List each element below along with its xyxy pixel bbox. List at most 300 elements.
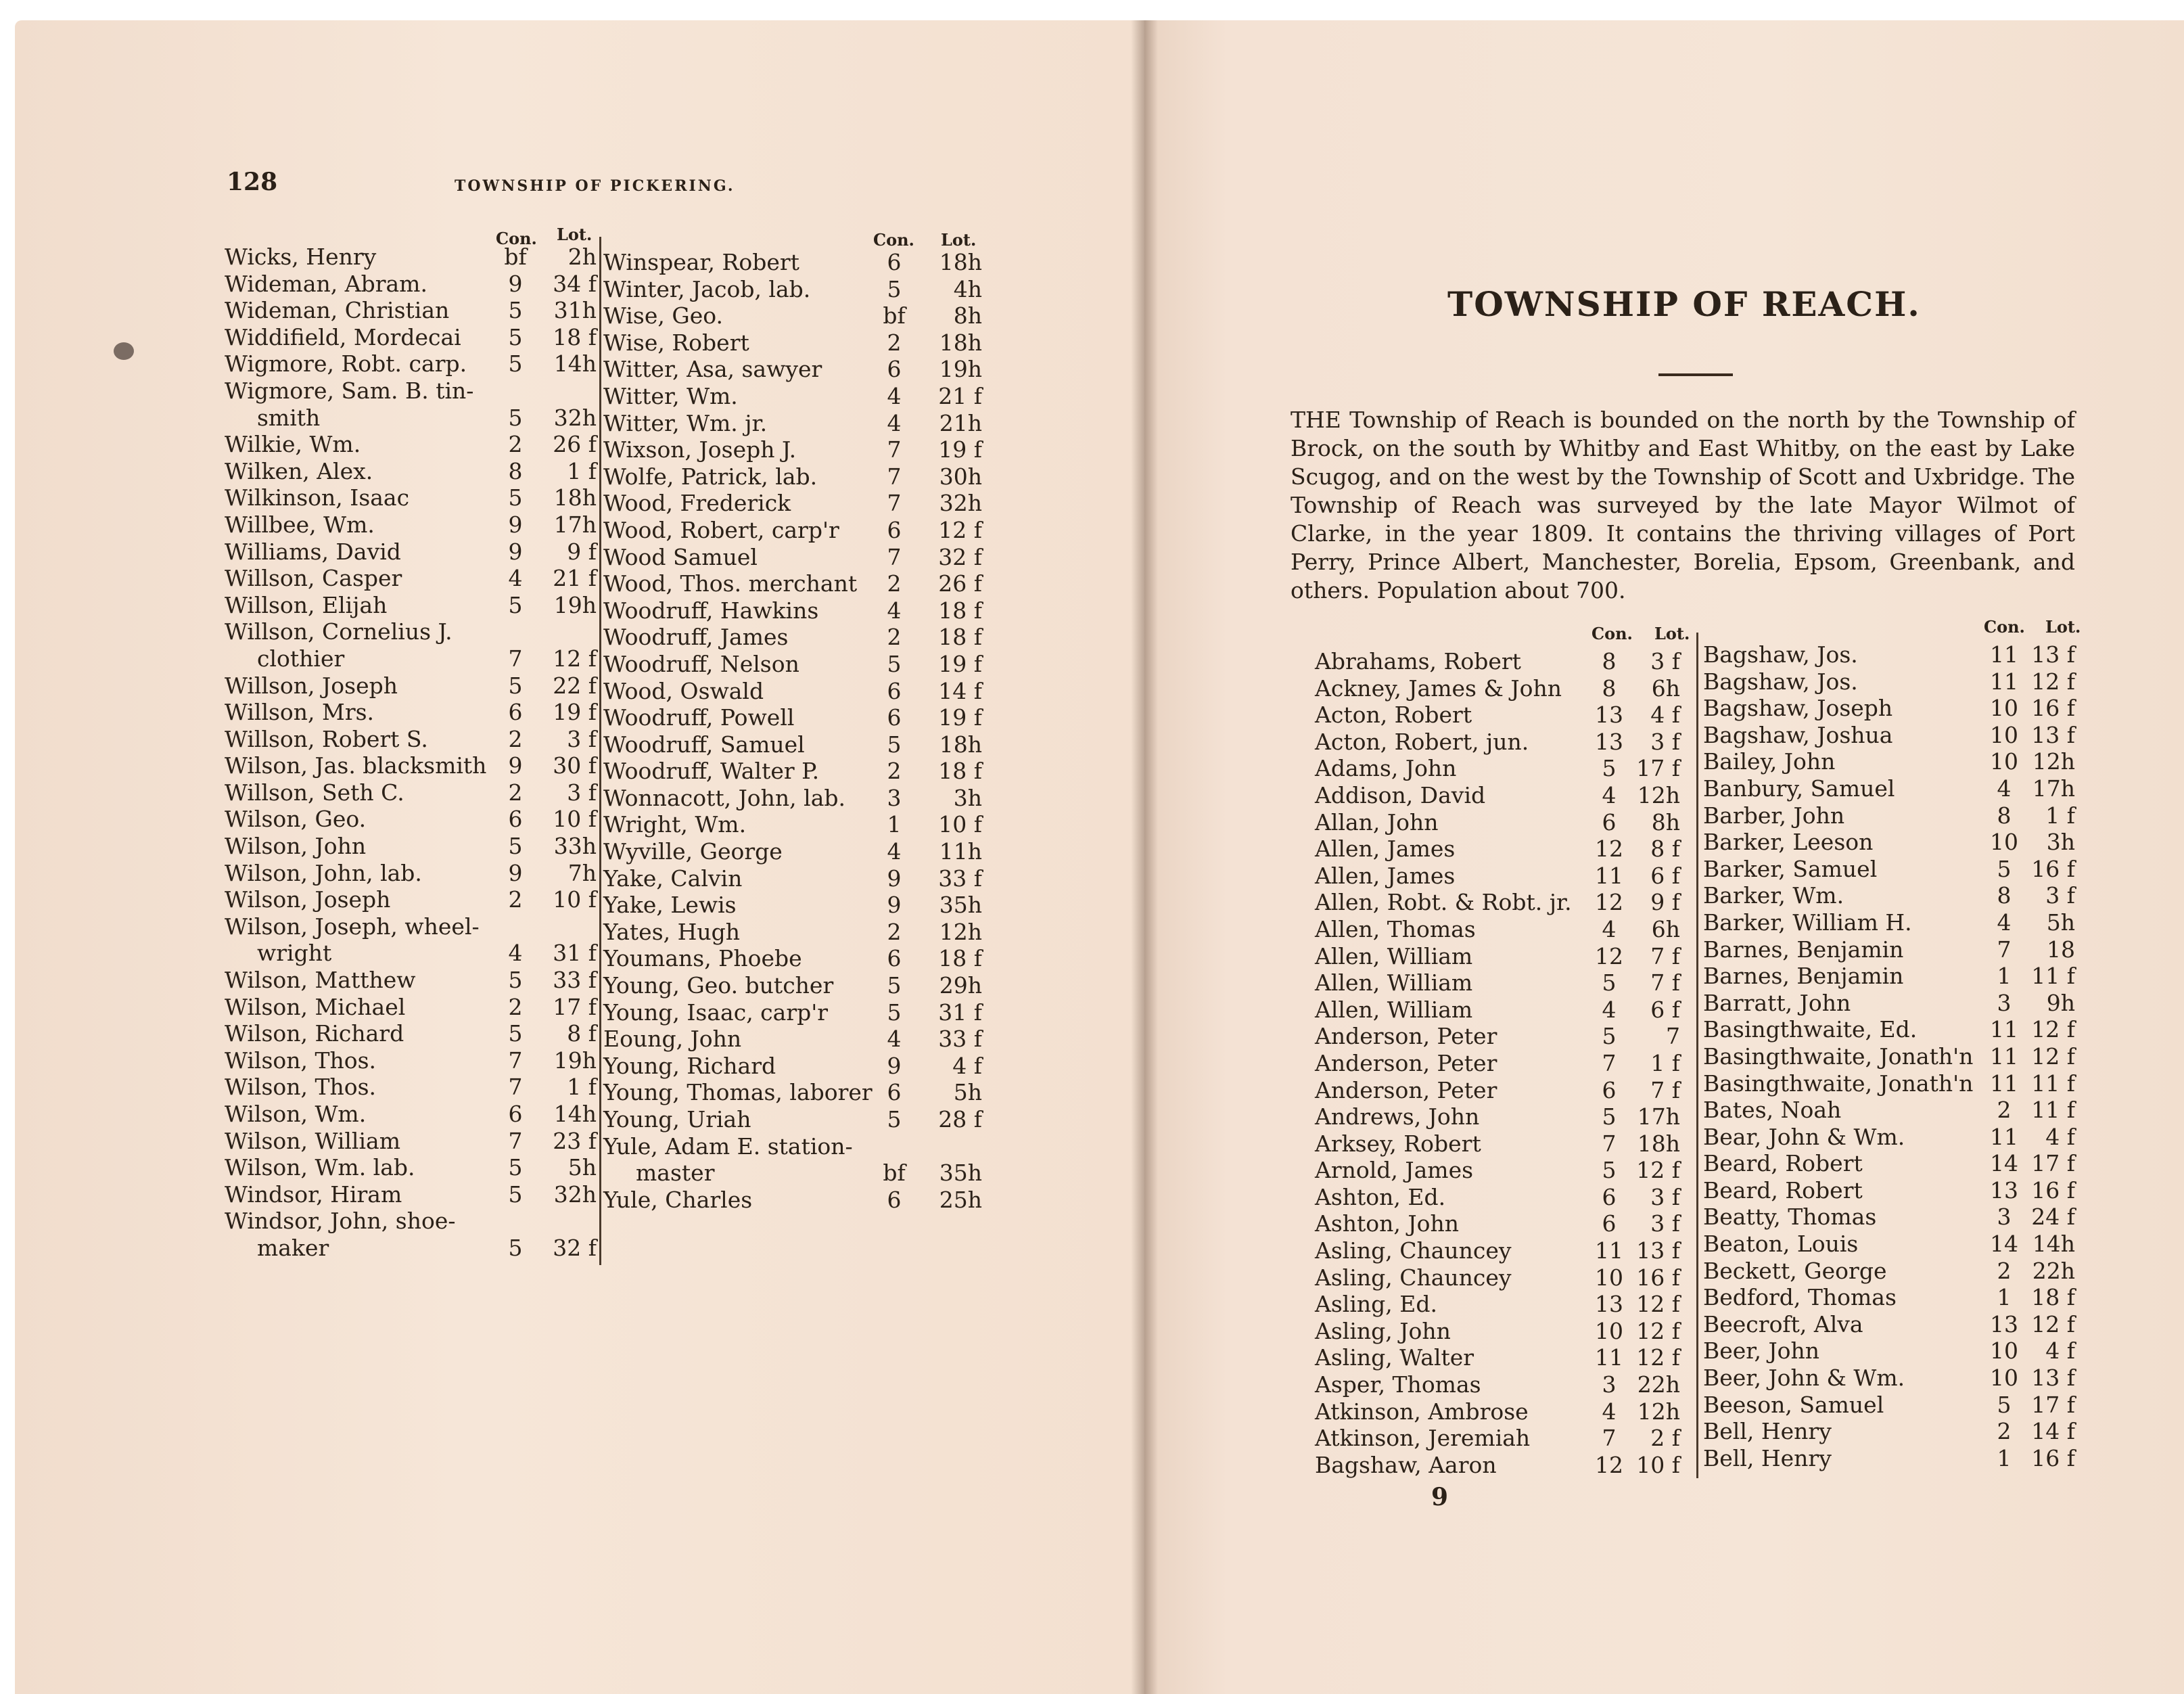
title-rule <box>1658 373 1733 376</box>
resident-name: Wilson, Michael <box>225 993 406 1020</box>
concession-number: 7 <box>508 645 523 672</box>
lot-number: 17h <box>2032 775 2075 802</box>
concession-number: 4 <box>887 382 902 409</box>
concession-number: 6 <box>887 249 902 275</box>
resident-name: Wilson, Geo. <box>225 806 367 833</box>
lot-number: 17h <box>1637 1103 1680 1130</box>
concession-number: 10 <box>1990 748 2018 775</box>
page-number: 128 <box>227 168 278 196</box>
concession-number: 13 <box>1595 728 1623 755</box>
concession-number: 5 <box>508 1020 523 1047</box>
lot-number: 19 f <box>938 436 982 463</box>
concession-number: 5 <box>887 972 902 999</box>
concession-number: 5 <box>508 833 523 860</box>
column-divider <box>1696 633 1698 1478</box>
lot-number: 14h <box>553 350 597 377</box>
concession-number: 5 <box>1997 1391 2012 1418</box>
lot-number: 17 f <box>2031 1391 2075 1418</box>
resident-name: Basingthwaite, Ed. <box>1703 1016 1918 1043</box>
lot-number: 21 f <box>938 382 982 409</box>
concession-number: 1 <box>1997 1444 2012 1471</box>
lot-number: 8 f <box>1650 835 1680 863</box>
lot-number: 24 f <box>2031 1204 2075 1231</box>
lot-number: 5h <box>953 1079 982 1106</box>
lot-number: 19 f <box>938 704 982 731</box>
lot-number: 1 f <box>1650 1049 1680 1076</box>
resident-name: Yule, Adam E. station- <box>603 1132 853 1160</box>
concession-number: 4 <box>1602 781 1617 808</box>
lot-number: 16 f <box>2031 1176 2075 1204</box>
con-header: Con. <box>1591 624 1633 643</box>
lot-number: 5h <box>567 1154 597 1181</box>
lot-number: 5h <box>2046 909 2075 936</box>
lot-number: 11 f <box>2031 963 2075 990</box>
lot-number: 11 f <box>2031 1097 2075 1124</box>
lot-number: 8h <box>953 302 982 329</box>
resident-name: Bates, Noah <box>1703 1097 1842 1124</box>
resident-name: Bailey, John <box>1703 748 1836 775</box>
lot-number: 3 f <box>2045 882 2075 909</box>
resident-name: Wilkie, Wm. <box>225 431 361 458</box>
lot-number: 11h <box>939 838 982 865</box>
resident-name: Beatty, Thomas <box>1703 1204 1877 1231</box>
lot-number: 4 f <box>2045 1123 2075 1150</box>
resident-name: Woodruff, Samuel <box>603 731 805 758</box>
concession-number: 9 <box>887 865 902 892</box>
concession-number: 1 <box>887 811 902 838</box>
lot-number: 9 f <box>1650 889 1680 916</box>
concession-number: 4 <box>1602 996 1617 1023</box>
concession-number: 13 <box>1990 1176 2018 1204</box>
concession-number: 5 <box>887 1106 902 1132</box>
resident-name: Acton, Robert <box>1315 702 1472 729</box>
ink-spot <box>114 342 134 360</box>
lot-number: 32h <box>553 1181 597 1208</box>
concession-number: 7 <box>508 1127 523 1154</box>
resident-name: Wilson, John <box>225 833 367 860</box>
resident-name: Yake, Lewis <box>603 892 737 919</box>
resident-name: Eoung, John <box>603 1026 742 1053</box>
concession-number: bf <box>504 244 527 270</box>
resident-name: Witter, Asa, sawyer <box>603 356 822 383</box>
column-divider <box>599 237 601 1265</box>
lot-number: 31 f <box>938 999 982 1026</box>
resident-name: Woodruff, Nelson <box>603 650 799 677</box>
resident-name: Asling, Chauncey <box>1315 1264 1512 1291</box>
lot-number: 18 f <box>938 945 982 972</box>
concession-number: 9 <box>508 859 523 886</box>
concession-number: 11 <box>1990 1043 2018 1070</box>
resident-name: Allen, Thomas <box>1315 915 1476 942</box>
lot-number: 12h <box>939 918 982 945</box>
resident-name: Widdifield, Mordecai <box>225 323 461 350</box>
lot-number: 18h <box>939 249 982 275</box>
book-gutter <box>1131 20 1158 1694</box>
con-header: Con. <box>496 229 537 248</box>
lot-number: 2h <box>567 244 597 270</box>
lot-number: 30h <box>939 463 982 490</box>
lot-number: 3 f <box>1650 648 1680 674</box>
lot-number: 10 f <box>553 886 597 913</box>
lot-number: 28 f <box>938 1106 982 1132</box>
resident-name: Wilson, Jas. blacksmith <box>225 752 487 779</box>
lot-number: 12h <box>2032 748 2075 775</box>
lot-number: 33 f <box>938 865 982 892</box>
lot-number: 12 f <box>2031 1310 2075 1337</box>
resident-name: Wicks, Henry <box>225 244 377 270</box>
lot-number: 4 f <box>1650 702 1680 729</box>
lot-number: 18h <box>1637 1130 1680 1157</box>
lot-number: 12h <box>1637 1398 1680 1425</box>
concession-number: 5 <box>508 672 523 699</box>
lot-number: 12h <box>1637 781 1680 808</box>
concession-number: 7 <box>508 1047 523 1074</box>
resident-name: Wilson, Wm. <box>225 1101 367 1127</box>
resident-name: Allen, William <box>1315 969 1473 997</box>
lot-number: 3 f <box>1650 1210 1680 1237</box>
resident-name: Witter, Wm. jr. <box>603 409 768 436</box>
concession-number: 7 <box>887 490 902 517</box>
resident-name: Bagshaw, Joseph <box>1703 695 1893 722</box>
resident-name: Allen, William <box>1315 996 1473 1023</box>
lot-number: 32 f <box>553 1234 597 1261</box>
lot-number: 18 f <box>938 624 982 651</box>
lot-number: 12 f <box>2031 668 2075 695</box>
concession-number: 6 <box>887 1186 902 1213</box>
concession-number: 9 <box>508 511 523 538</box>
concession-number: 10 <box>1990 721 2018 748</box>
concession-number: 8 <box>508 457 523 484</box>
concession-number: 11 <box>1990 1016 2018 1043</box>
intro-paragraph: THE Township of Reach is bounded on the north by the Township of Brock, on the south by Whitby and East Whitby, on the east by Lake Scugog, and on the west by the Township of Scott and Uxbridge. The Township of Reach was surveyed by the late Mayor Wilmot of Clarke, in the year 1809. It contains the thriving villages of Port Perry, Prince Albert, Manchester, Borelia, Epsom, Greenbank, and others. Population about 700. <box>1291 407 2075 603</box>
lot-number: 8h <box>1651 808 1680 835</box>
lot-number: 12 f <box>1636 1291 1680 1318</box>
concession-number: 3 <box>1997 1204 2012 1231</box>
lot-number: 21h <box>939 409 982 436</box>
concession-number: 5 <box>508 297 523 324</box>
resident-name: Willson, Seth C. <box>225 779 404 806</box>
resident-name: Ashton, Ed. <box>1315 1183 1446 1210</box>
concession-number: 3 <box>1602 1371 1617 1398</box>
concession-number: 6 <box>1602 1183 1617 1210</box>
lot-number: 16 f <box>2031 855 2075 882</box>
resident-name: Wise, Geo. <box>603 302 724 329</box>
resident-name: Wilson, John, lab. <box>225 859 422 886</box>
concession-number: 7 <box>1602 1130 1617 1157</box>
lot-number: 14 f <box>2031 1418 2075 1445</box>
resident-name: Allen, Robt. & Robt. jr. <box>1315 889 1572 916</box>
resident-name: Ashton, John <box>1315 1210 1459 1237</box>
lot-number: 14h <box>2032 1231 2075 1258</box>
lot-number: 18 <box>2047 936 2075 963</box>
resident-name: Atkinson, Jeremiah <box>1315 1425 1531 1452</box>
concession-number: 6 <box>887 704 902 731</box>
concession-number: 5 <box>508 1234 523 1261</box>
resident-name: Barber, John <box>1703 802 1845 829</box>
concession-number: 2 <box>508 886 523 913</box>
concession-number: 11 <box>1990 641 2018 668</box>
concession-number: 6 <box>508 1101 523 1127</box>
lot-number: 26 f <box>938 570 982 597</box>
resident-name: Williams, David <box>225 538 401 565</box>
concession-number: 10 <box>1595 1317 1623 1344</box>
resident-name: Bagshaw, Joshua <box>1703 721 1893 748</box>
resident-name: Willson, Mrs. <box>225 699 375 726</box>
lot-number: 19 f <box>938 650 982 677</box>
lot-number: 7h <box>567 859 597 886</box>
resident-name: Wilson, Wm. lab. <box>225 1154 415 1181</box>
concession-number: 11 <box>1990 668 2018 695</box>
resident-name: Adams, John <box>1315 755 1457 782</box>
concession-number: 9 <box>508 270 523 297</box>
lot-number: 10 f <box>938 811 982 838</box>
resident-name: Bear, John & Wm. <box>1703 1123 1905 1150</box>
resident-name: Yule, Charles <box>603 1186 753 1213</box>
signature-mark: 9 <box>1431 1483 1449 1511</box>
lot-number: 11 f <box>2031 1070 2075 1097</box>
concession-number: 2 <box>887 624 902 651</box>
lot-number: 16 f <box>2031 1444 2075 1471</box>
concession-number: 5 <box>887 275 902 302</box>
resident-name: Allen, James <box>1315 835 1456 863</box>
concession-number: 11 <box>1595 1344 1623 1371</box>
resident-name: Barker, Wm. <box>1703 882 1844 909</box>
lot-number: 6h <box>1651 915 1680 942</box>
resident-name: Woodruff, Powell <box>603 704 795 731</box>
concession-number: 5 <box>887 731 902 758</box>
concession-number: 2 <box>887 918 902 945</box>
concession-number: 1 <box>1997 963 2012 990</box>
resident-name: Witter, Wm. <box>603 382 738 409</box>
lot-number: 3 f <box>1650 1183 1680 1210</box>
concession-number: 2 <box>508 993 523 1020</box>
concession-number: 3 <box>1997 989 2012 1016</box>
lot-number: 13 f <box>1636 1237 1680 1264</box>
lot-number: 8 f <box>567 1020 597 1047</box>
concession-number: 8 <box>1602 674 1617 702</box>
concession-number: 9 <box>887 892 902 919</box>
concession-number: 2 <box>508 725 523 752</box>
resident-name: Wideman, Christian <box>225 297 450 324</box>
lot-number: 4 f <box>952 1052 982 1079</box>
concession-number: 7 <box>1997 936 2012 963</box>
resident-name: Bedford, Thomas <box>1703 1284 1897 1311</box>
resident-name: Wilson, Joseph <box>225 886 391 913</box>
resident-name: Wood, Thos. merchant <box>603 570 858 597</box>
concession-number: 12 <box>1595 835 1623 863</box>
lot-number: 33h <box>553 833 597 860</box>
concession-number: 4 <box>887 838 902 865</box>
lot-number: 1 f <box>567 457 597 484</box>
resident-name: Young, Uriah <box>603 1106 751 1132</box>
resident-name: Wolfe, Patrick, lab. <box>603 463 818 490</box>
resident-name: Barnes, Benjamin <box>1703 936 1904 963</box>
lot-number: 18 f <box>553 323 597 350</box>
lot-number: 14 f <box>938 677 982 704</box>
concession-number: 13 <box>1595 1291 1623 1318</box>
concession-number: 13 <box>1595 702 1623 729</box>
lot-number: 2 f <box>1650 1425 1680 1452</box>
concession-number: 8 <box>1997 882 2012 909</box>
lot-number: 17 f <box>553 993 597 1020</box>
resident-name: Willbee, Wm. <box>225 511 375 538</box>
lot-header: Lot. <box>557 225 593 244</box>
concession-number: 6 <box>887 945 902 972</box>
resident-name: Allen, James <box>1315 862 1456 889</box>
concession-number: 9 <box>887 1052 902 1079</box>
resident-name: Barnes, Benjamin <box>1703 963 1904 990</box>
lot-number: 18 f <box>938 597 982 624</box>
resident-name: Anderson, Peter <box>1315 1023 1497 1050</box>
concession-number: 6 <box>887 677 902 704</box>
concession-number: 4 <box>887 1026 902 1053</box>
concession-number: 11 <box>1990 1123 2018 1150</box>
resident-name: master <box>636 1160 715 1187</box>
lot-number: 26 f <box>553 431 597 458</box>
resident-name: Beckett, George <box>1703 1257 1887 1284</box>
concession-number: 2 <box>887 758 902 785</box>
concession-number: 5 <box>1602 1023 1617 1050</box>
resident-name: wright <box>257 940 332 967</box>
resident-name: Willson, Robert S. <box>225 725 428 752</box>
lot-number: 22h <box>1637 1371 1680 1398</box>
resident-name: Allan, John <box>1315 808 1439 835</box>
resident-name: Windsor, Hiram <box>225 1181 402 1208</box>
resident-name: Wideman, Abram. <box>225 270 427 297</box>
lot-number: 18h <box>553 484 597 511</box>
concession-number: 2 <box>887 329 902 356</box>
resident-name: Beaton, Louis <box>1703 1231 1859 1258</box>
lot-header: Lot. <box>2045 617 2081 637</box>
resident-name: Woodruff, Hawkins <box>603 597 819 624</box>
resident-name: clothier <box>257 645 345 672</box>
lot-number: 4h <box>953 275 982 302</box>
resident-name: Andrews, John <box>1315 1103 1480 1130</box>
lot-number: 21 f <box>553 565 597 592</box>
resident-name: Wilson, William <box>225 1127 401 1154</box>
resident-name: Willson, Casper <box>225 565 402 592</box>
resident-name: Bagshaw, Aaron <box>1315 1451 1497 1478</box>
lot-number: 4 f <box>2045 1337 2075 1365</box>
section-title: TOWNSHIP OF REACH. <box>1447 284 1921 324</box>
concession-number: 14 <box>1990 1231 2018 1258</box>
resident-name: Beeson, Samuel <box>1703 1391 1884 1418</box>
resident-name: Beecroft, Alva <box>1703 1310 1863 1337</box>
lot-number: 3 f <box>567 779 597 806</box>
resident-name: Windsor, John, shoe- <box>225 1208 456 1235</box>
concession-number: 4 <box>1602 915 1617 942</box>
lot-number: 33 f <box>938 1026 982 1053</box>
concession-number: 2 <box>887 570 902 597</box>
resident-name: Yates, Hugh <box>603 918 741 945</box>
resident-name: Winspear, Robert <box>603 249 799 275</box>
concession-number: 5 <box>1997 855 2012 882</box>
concession-number: 2 <box>1997 1257 2012 1284</box>
concession-number: 5 <box>887 650 902 677</box>
resident-name: Wyville, George <box>603 838 783 865</box>
lot-number: 30 f <box>553 752 597 779</box>
lot-number: 32 f <box>938 543 982 570</box>
concession-number: 4 <box>508 940 523 967</box>
lot-number: 16 f <box>1636 1264 1680 1291</box>
resident-name: Willson, Cornelius J. <box>225 618 452 645</box>
lot-number: 33 f <box>553 967 597 994</box>
con-header: Con. <box>873 230 914 250</box>
concession-number: 5 <box>508 591 523 618</box>
resident-name: smith <box>257 404 321 431</box>
lot-number: 34 f <box>553 270 597 297</box>
concession-number: 5 <box>1602 755 1617 782</box>
lot-number: 32h <box>553 404 597 431</box>
running-head: TOWNSHIP OF PICKERING. <box>455 177 735 195</box>
concession-number: 5 <box>508 1181 523 1208</box>
lot-number: 17 f <box>2031 1150 2075 1177</box>
lot-number: 13 f <box>2031 641 2075 668</box>
resident-name: Banbury, Samuel <box>1703 775 1895 802</box>
lot-number: 25h <box>939 1186 982 1213</box>
resident-name: Arksey, Robert <box>1315 1130 1481 1157</box>
resident-name: Wilkinson, Isaac <box>225 484 410 511</box>
concession-number: 8 <box>1602 648 1617 674</box>
concession-number: 7 <box>1602 1425 1617 1452</box>
resident-name: Allen, William <box>1315 942 1473 969</box>
concession-number: 5 <box>1602 1157 1617 1184</box>
resident-name: Wilson, Matthew <box>225 967 416 994</box>
resident-name: Asling, John <box>1315 1317 1451 1344</box>
lot-number: 23 f <box>553 1127 597 1154</box>
lot-number: 10 f <box>553 806 597 833</box>
lot-number: 14h <box>553 1101 597 1127</box>
resident-name: Barratt, John <box>1703 989 1851 1016</box>
resident-name: Beer, John & Wm. <box>1703 1365 1905 1392</box>
resident-name: Willson, Elijah <box>225 591 388 618</box>
concession-number: 4 <box>1997 909 2012 936</box>
concession-number: 11 <box>1595 1237 1623 1264</box>
resident-name: Arnold, James <box>1315 1157 1474 1184</box>
resident-name: Woodruff, Walter P. <box>603 758 820 785</box>
resident-name: Acton, Robert, jun. <box>1315 728 1529 755</box>
concession-number: 4 <box>887 409 902 436</box>
concession-number: 6 <box>1602 1076 1617 1103</box>
concession-number: 7 <box>887 436 902 463</box>
lot-number: 3h <box>2046 829 2075 856</box>
concession-number: 10 <box>1990 695 2018 722</box>
resident-name: Barker, Samuel <box>1703 855 1878 882</box>
concession-number: 9 <box>508 538 523 565</box>
concession-number: 2 <box>508 431 523 458</box>
resident-name: Wilken, Alex. <box>225 457 373 484</box>
lot-number: 32h <box>939 490 982 517</box>
concession-number: 12 <box>1595 942 1623 969</box>
concession-number: 9 <box>508 752 523 779</box>
lot-number: 35h <box>939 1160 982 1187</box>
resident-name: Willson, Joseph <box>225 672 398 699</box>
concession-number: 10 <box>1990 829 2018 856</box>
concession-number: 6 <box>887 1079 902 1106</box>
lot-number: 35h <box>939 892 982 919</box>
lot-number: 6h <box>1651 674 1680 702</box>
concession-number: 6 <box>508 806 523 833</box>
concession-number: 7 <box>887 463 902 490</box>
resident-name: Wright, Wm. <box>603 811 747 838</box>
resident-name: Barker, Leeson <box>1703 829 1874 856</box>
concession-number: 5 <box>1602 1103 1617 1130</box>
resident-name: Basingthwaite, Jonath'n <box>1703 1043 1974 1070</box>
resident-name: Wixson, Joseph J. <box>603 436 797 463</box>
resident-name: Bagshaw, Jos. <box>1703 668 1858 695</box>
resident-name: Yake, Calvin <box>603 865 743 892</box>
resident-name: Wilson, Richard <box>225 1020 404 1047</box>
